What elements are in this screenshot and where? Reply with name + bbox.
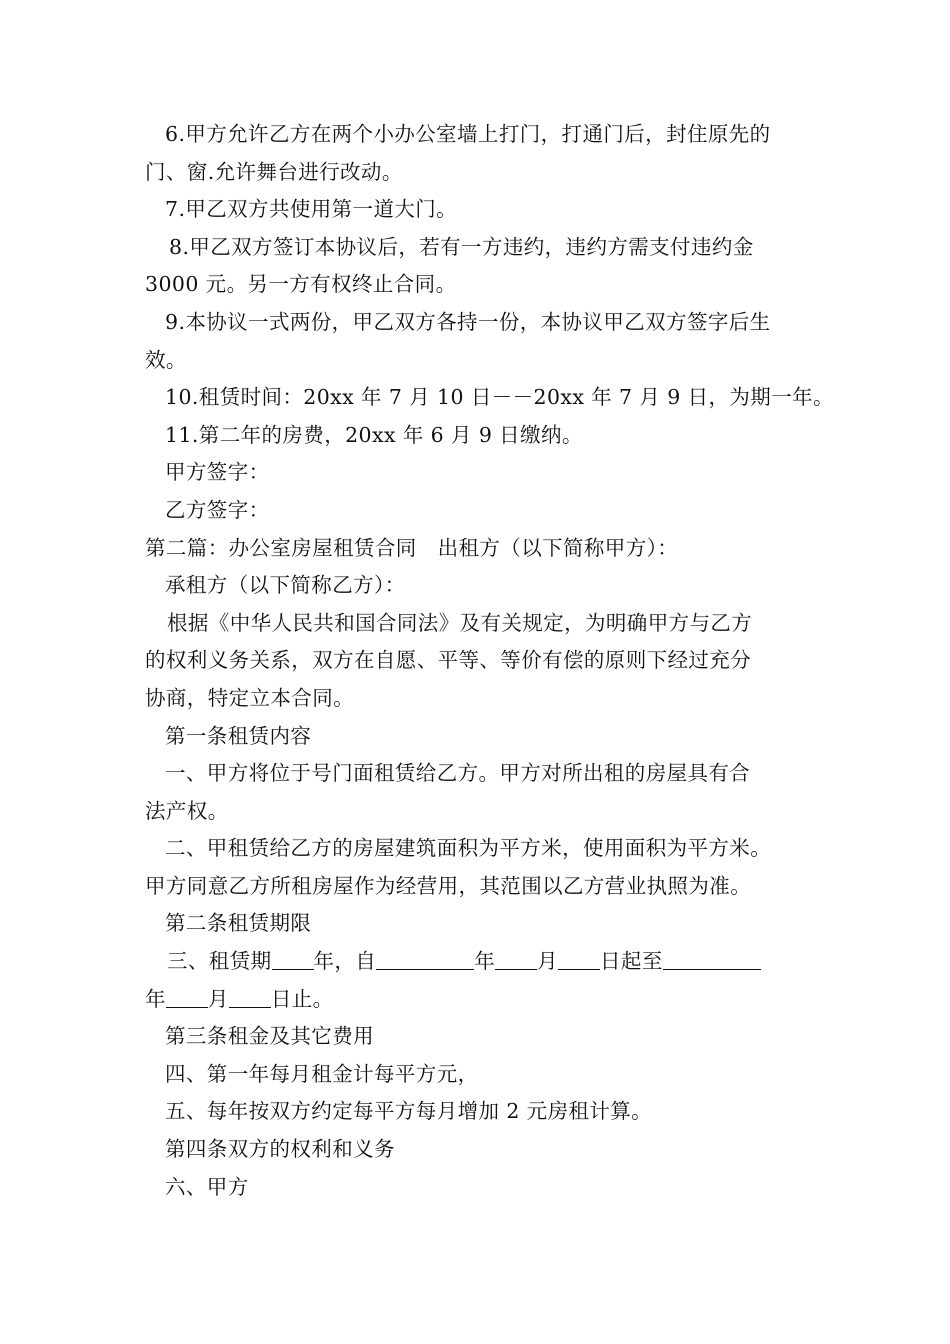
blank-years bbox=[272, 947, 314, 970]
text-run: 年，自 bbox=[313, 949, 377, 974]
lease-time-line: 10.租赁时间：20xx 年 7 月 10 日－－20xx 年 7 月 9 日，为期一年。 bbox=[165, 385, 834, 410]
section-heading: 第二篇：办公室房屋租赁合同 出租方（以下简称甲方）： bbox=[145, 535, 679, 560]
payment-date-line: 11.第二年的房费，20xx 年 6 月 9 日缴纳。 bbox=[165, 422, 583, 447]
party-a-signature-label: 甲方签字： bbox=[165, 460, 270, 485]
blank-end-day bbox=[229, 985, 271, 1008]
text-run: 三、租赁期 bbox=[167, 949, 272, 974]
blank-end-month bbox=[166, 985, 208, 1008]
paragraph-line: 承租方（以下简称乙方）： bbox=[165, 573, 406, 598]
paragraph-line: 二、甲租赁给乙方的房屋建筑面积为平方米，使用面积为平方米。 bbox=[165, 836, 772, 861]
paragraph-line: 法产权。 bbox=[145, 798, 229, 823]
party-b-signature-label: 乙方签字： bbox=[165, 497, 270, 522]
lease-term-line-2 bbox=[145, 981, 825, 1019]
text-run: 年 bbox=[145, 986, 166, 1011]
text-run: 日起至 bbox=[600, 949, 663, 974]
document-body bbox=[145, 116, 834, 1206]
paragraph-line: 一、甲方将位于号门面租赁给乙方。甲方对所出租的房屋具有合 bbox=[165, 761, 751, 786]
blank-start-year bbox=[376, 947, 474, 970]
paragraph-line: 六、甲方 bbox=[165, 1174, 249, 1199]
paragraph-line: 甲方同意乙方所租房屋作为经营用，其范围以乙方营业执照为准。 bbox=[145, 873, 752, 898]
paragraph-line: 的权利义务关系，双方在自愿、平等、等价有偿的原则下经过充分 bbox=[145, 648, 752, 673]
paragraph-line: 根据《中华人民共和国合同法》及有关规定，为明确甲方与乙方 bbox=[167, 610, 753, 635]
paragraph-line: 五、每年按双方约定每平方每月增加 2 元房租计算。 bbox=[165, 1099, 653, 1124]
paragraph-line: 3000 元。另一方有权终止合同。 bbox=[145, 272, 457, 297]
text-run: 日止。 bbox=[270, 986, 334, 1011]
article-heading: 第四条双方的权利和义务 bbox=[165, 1137, 395, 1162]
text-run: 月 bbox=[537, 949, 559, 974]
article-heading: 第三条租金及其它费用 bbox=[165, 1024, 374, 1049]
article-heading: 第二条租赁期限 bbox=[165, 911, 312, 936]
paragraph-line: 9.本协议一式两份，甲乙双方各持一份，本协议甲乙双方签字后生 bbox=[165, 309, 771, 334]
blank-start-month bbox=[495, 947, 537, 970]
text-run: 年 bbox=[474, 949, 496, 974]
paragraph-line: 7.甲乙双方共使用第一道大门。 bbox=[165, 197, 458, 222]
paragraph-line: 四、第一年每月租金计每平方元， bbox=[165, 1061, 479, 1086]
paragraph-line: 效。 bbox=[145, 347, 187, 372]
lease-term-line bbox=[145, 943, 825, 981]
blank-end-year bbox=[663, 947, 761, 970]
paragraph-line: 8.甲乙双方签订本协议后，若有一方违约，违约方需支付违约金 bbox=[169, 234, 754, 259]
blank-start-day bbox=[558, 947, 600, 970]
paragraph-line: 门、窗.允许舞台进行改动。 bbox=[145, 159, 403, 184]
text-run: 月 bbox=[207, 986, 229, 1011]
paragraph-line: 协商，特定立本合同。 bbox=[145, 685, 354, 710]
article-heading: 第一条租赁内容 bbox=[165, 723, 312, 748]
paragraph-line: 6.甲方允许乙方在两个小办公室墙上打门，打通门后，封住原先的 bbox=[165, 122, 771, 146]
